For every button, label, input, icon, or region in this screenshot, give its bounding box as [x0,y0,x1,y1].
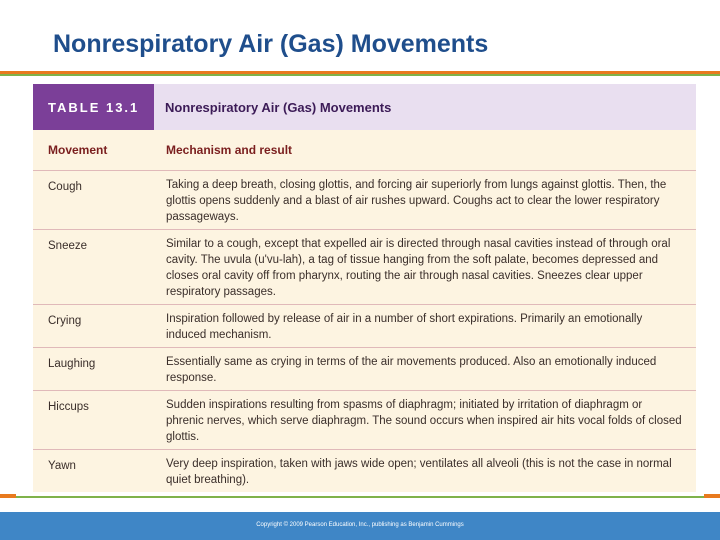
table-row [33,348,696,391]
movement-cell: Crying [48,315,82,327]
mechanism-cell: Very deep inspiration, taken with jaws wide open; ventilates all alveoli (this is not the case in normal quiet breathing). [166,458,672,486]
movement-cell: Sneeze [48,240,88,252]
mechanism-cell: Sudden inspirations resulting from spasms of diaphragm; initiated by irritation of diaphragm or phrenic nerves, which serve diaphragm. The sound occurs when inspired air hits vocal folds of closed glottis. [166,399,682,443]
table-caption: Nonrespiratory Air (Gas) Movements [154,84,696,130]
table-row [33,391,696,450]
footer-accent-right [704,494,720,498]
footer-accent-left [0,494,16,498]
footer-divider-green [0,496,720,498]
slide-title: Nonrespiratory Air (Gas) Movements [53,30,489,58]
table-row [33,305,696,348]
mechanism-cell: Essentially same as crying in terms of the air movements produced. Also an emotionally induced response. [166,356,657,384]
column-header-movement: Movement [48,143,108,157]
footer-bar [0,512,720,540]
table-figure [33,84,696,492]
movement-cell: Cough [48,181,82,193]
mechanism-cell: Similar to a cough, except that expelled air is directed through nasal cavities instead of through oral cavity. The uvula (u'vu-lah), a tag of tissue hanging from the soft palate, becomes depressed and closes oral cavity off from pharynx, routing the air through nasal cavities. Sneezes clear upper respiratory passages. [166,238,671,298]
mechanism-cell: Inspiration followed by release of air in a number of short expirations. Primarily an emotionally induced mechanism. [166,313,643,341]
table-number: TABLE 13.1 [33,84,154,130]
copyright-text: Copyright © 2009 Pearson Education, Inc., publishing as Benjamin Cummings [256,522,464,528]
column-header-mechanism: Mechanism and result [166,143,293,157]
table-row [33,171,696,230]
movement-cell: Yawn [48,460,76,472]
movement-cell: Laughing [48,358,96,370]
column-header-row [33,130,696,171]
table-row [33,450,696,492]
title-divider-green [0,74,720,76]
mechanism-cell: Taking a deep breath, closing glottis, and forcing air superiorly from lungs against glottis. Then, the glottis opens suddenly and a blast of air rushes upward. Coughs act to clear the lower respiratory passageways. [166,179,667,223]
table-row [33,230,696,305]
movement-cell: Hiccups [48,401,89,413]
table-header [33,84,696,130]
